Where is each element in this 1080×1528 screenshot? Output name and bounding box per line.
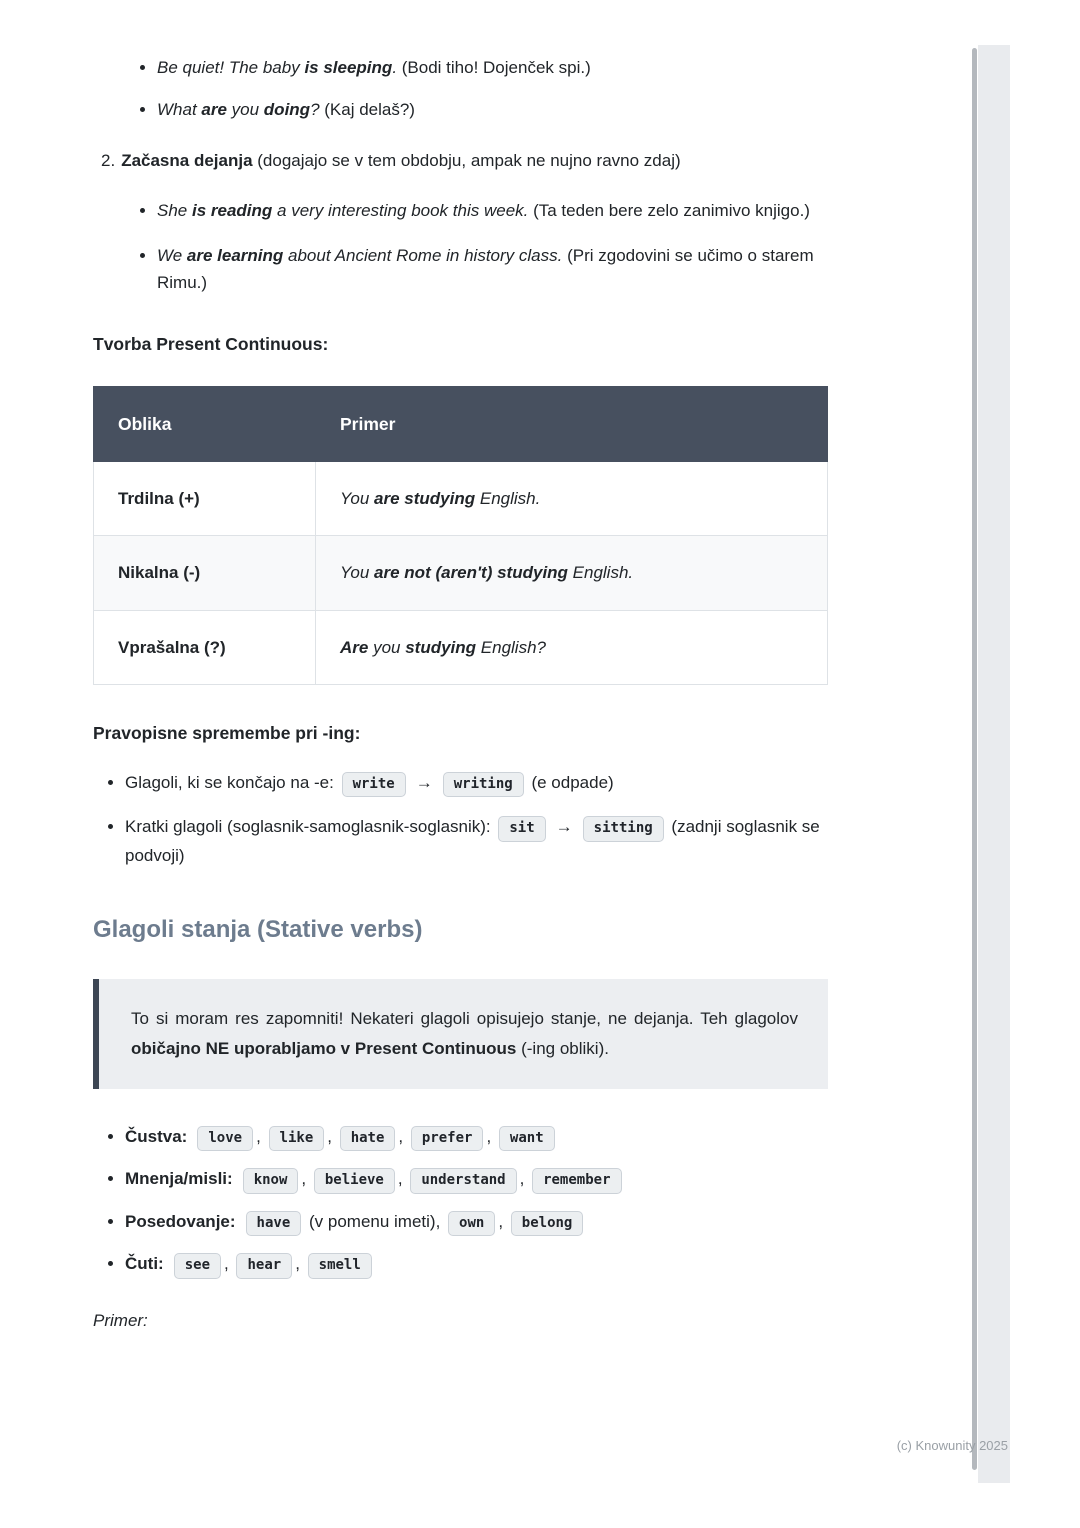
code-chip: hate	[340, 1126, 396, 1152]
code-chip-list: love , like , hate , prefer , want	[194, 1127, 557, 1146]
sentence-english: you	[368, 637, 406, 657]
sentence-english: You	[340, 563, 375, 583]
category-label: Mnenja/misli:	[125, 1169, 233, 1189]
sentence-highlight: are not (aren't) studying	[374, 563, 568, 583]
spelling-rules-list	[93, 769, 828, 869]
sentence-translation: (Pri zgodovini se učimo o starem Rimu.)	[157, 245, 814, 292]
section-heading-stative: Glagoli stanja (Stative verbs)	[93, 915, 423, 943]
category-label: Čuti:	[125, 1254, 164, 1274]
code-chip: hear	[236, 1253, 292, 1279]
sentence-english: .	[392, 58, 398, 77]
code-chip-list: own , belong	[445, 1212, 586, 1231]
column-header-oblika: Oblika	[94, 387, 316, 462]
sentence-translation: (Kaj delaš?)	[319, 100, 415, 120]
example-sentence	[157, 54, 828, 81]
example-bullet-list	[93, 54, 828, 123]
category-note: (v pomenu imeti),	[304, 1211, 446, 1231]
sentence-highlight: studying	[405, 637, 477, 657]
stative-category	[125, 1165, 828, 1194]
section-heading-tvorba: Tvorba Present Continuous:	[93, 334, 329, 355]
form-example	[316, 462, 828, 536]
stative-category	[125, 1250, 828, 1279]
code-chip: know	[243, 1168, 299, 1194]
sentence-english: a very interesting book this week.	[272, 200, 529, 220]
sentence-highlight: is reading	[191, 200, 273, 220]
sentence-translation: (Bodi tiho! Dojenček spi.)	[397, 58, 591, 77]
numbered-list-item	[93, 147, 828, 174]
code-chip: belong	[511, 1211, 584, 1237]
document-content	[93, 48, 828, 1334]
code-chip: smell	[308, 1253, 372, 1279]
item-title: Začasna dejanja	[121, 151, 253, 171]
category-label: Posedovanje:	[125, 1211, 236, 1231]
table-row	[94, 536, 828, 610]
sentence-english: ?	[310, 100, 320, 120]
column-header-primer: Primer	[316, 387, 828, 462]
sentence-english: you	[226, 100, 264, 120]
code-chip: understand	[410, 1168, 516, 1194]
table-row	[94, 610, 828, 684]
sentence-english: English.	[567, 563, 634, 583]
sentence-translation: (Ta teden bere zelo zanimivo knjigo.)	[528, 200, 810, 220]
code-chip: see	[174, 1253, 221, 1279]
watermark: (c) Knowunity 2025	[896, 1438, 1008, 1453]
stative-category	[125, 1123, 828, 1152]
conjugation-table	[93, 386, 828, 685]
rule-text: (e odpade)	[526, 772, 614, 792]
code-chip: want	[499, 1126, 555, 1152]
sentence-english: English?	[476, 637, 546, 657]
sentence-highlight: are	[201, 100, 227, 120]
code-chip-list: see , hear , smell	[171, 1254, 375, 1273]
example-bullet-list	[93, 197, 828, 297]
sentence-english: Be quiet! The baby	[157, 58, 305, 77]
code-chip: sitting	[583, 816, 664, 842]
sentence-highlight: is sleeping	[304, 58, 393, 77]
primer-label: Primer:	[93, 1310, 148, 1330]
example-sentence	[157, 242, 828, 296]
callout-highlight: običajno NE uporabljamo v Present Continuous	[131, 1039, 517, 1059]
scrollbar-thumb[interactable]	[972, 48, 977, 1470]
spelling-rule	[125, 769, 828, 798]
code-chip: sit	[498, 816, 545, 842]
sentence-english: What	[157, 100, 202, 120]
sentence-english: English.	[475, 489, 541, 509]
sentence-english: She	[157, 200, 192, 220]
code-chip: love	[197, 1126, 253, 1152]
example-sentence	[157, 96, 828, 123]
sentence-english: You	[340, 489, 375, 509]
callout-note	[93, 979, 828, 1089]
callout-text: To si moram res zapomniti! Nekateri glagoli opisujejo stanje, ne dejanja. Teh glagolov	[131, 1009, 798, 1029]
scrollbar-track[interactable]	[978, 45, 1010, 1483]
stative-verbs-list	[93, 1123, 828, 1279]
code-chip: own	[448, 1211, 495, 1237]
form-label: Vprašalna (?)	[94, 610, 316, 684]
item-number: 2.	[101, 151, 116, 171]
arrow-icon: →	[555, 817, 573, 837]
form-example	[316, 536, 828, 610]
table-row	[94, 462, 828, 536]
code-chip-list: know , believe , understand , remember	[240, 1169, 625, 1188]
sentence-english: about Ancient Rome in history class.	[283, 245, 563, 265]
rule-text: (zadnji soglasnik se podvoji)	[125, 817, 820, 865]
form-label: Nikalna (-)	[94, 536, 316, 610]
callout-text: (-ing obliki).	[516, 1039, 609, 1059]
code-chip: prefer	[411, 1126, 484, 1152]
sentence-english: We	[157, 245, 187, 265]
rule-text: Kratki glagoli (soglasnik-samoglasnik-soglasnik):	[125, 817, 496, 837]
stative-category	[125, 1208, 828, 1237]
sentence-highlight: are studying	[374, 489, 476, 509]
code-chip: write	[342, 772, 406, 798]
sentence-highlight: doing	[263, 100, 311, 120]
sentence-highlight: are learning	[186, 245, 284, 265]
spelling-rule	[125, 813, 828, 869]
item-description: (dogajajo se v tem obdobju, ampak ne nujno ravno zdaj)	[252, 151, 681, 171]
section-heading-pravopis: Pravopisne spremembe pri -ing:	[93, 722, 361, 743]
table-header-row	[94, 387, 828, 462]
form-example	[316, 610, 828, 684]
code-chip: remember	[532, 1168, 621, 1194]
sentence-highlight: Are	[340, 637, 369, 657]
code-chip: like	[269, 1126, 325, 1152]
arrow-icon: →	[415, 772, 433, 792]
rule-text: Glagoli, ki se končajo na -e:	[125, 772, 339, 792]
code-chip: have	[246, 1211, 302, 1237]
category-label: Čustva:	[125, 1126, 188, 1146]
code-chip: believe	[314, 1168, 395, 1194]
form-label: Trdilna (+)	[94, 462, 316, 536]
example-sentence	[157, 197, 828, 224]
code-chip: writing	[443, 772, 524, 798]
